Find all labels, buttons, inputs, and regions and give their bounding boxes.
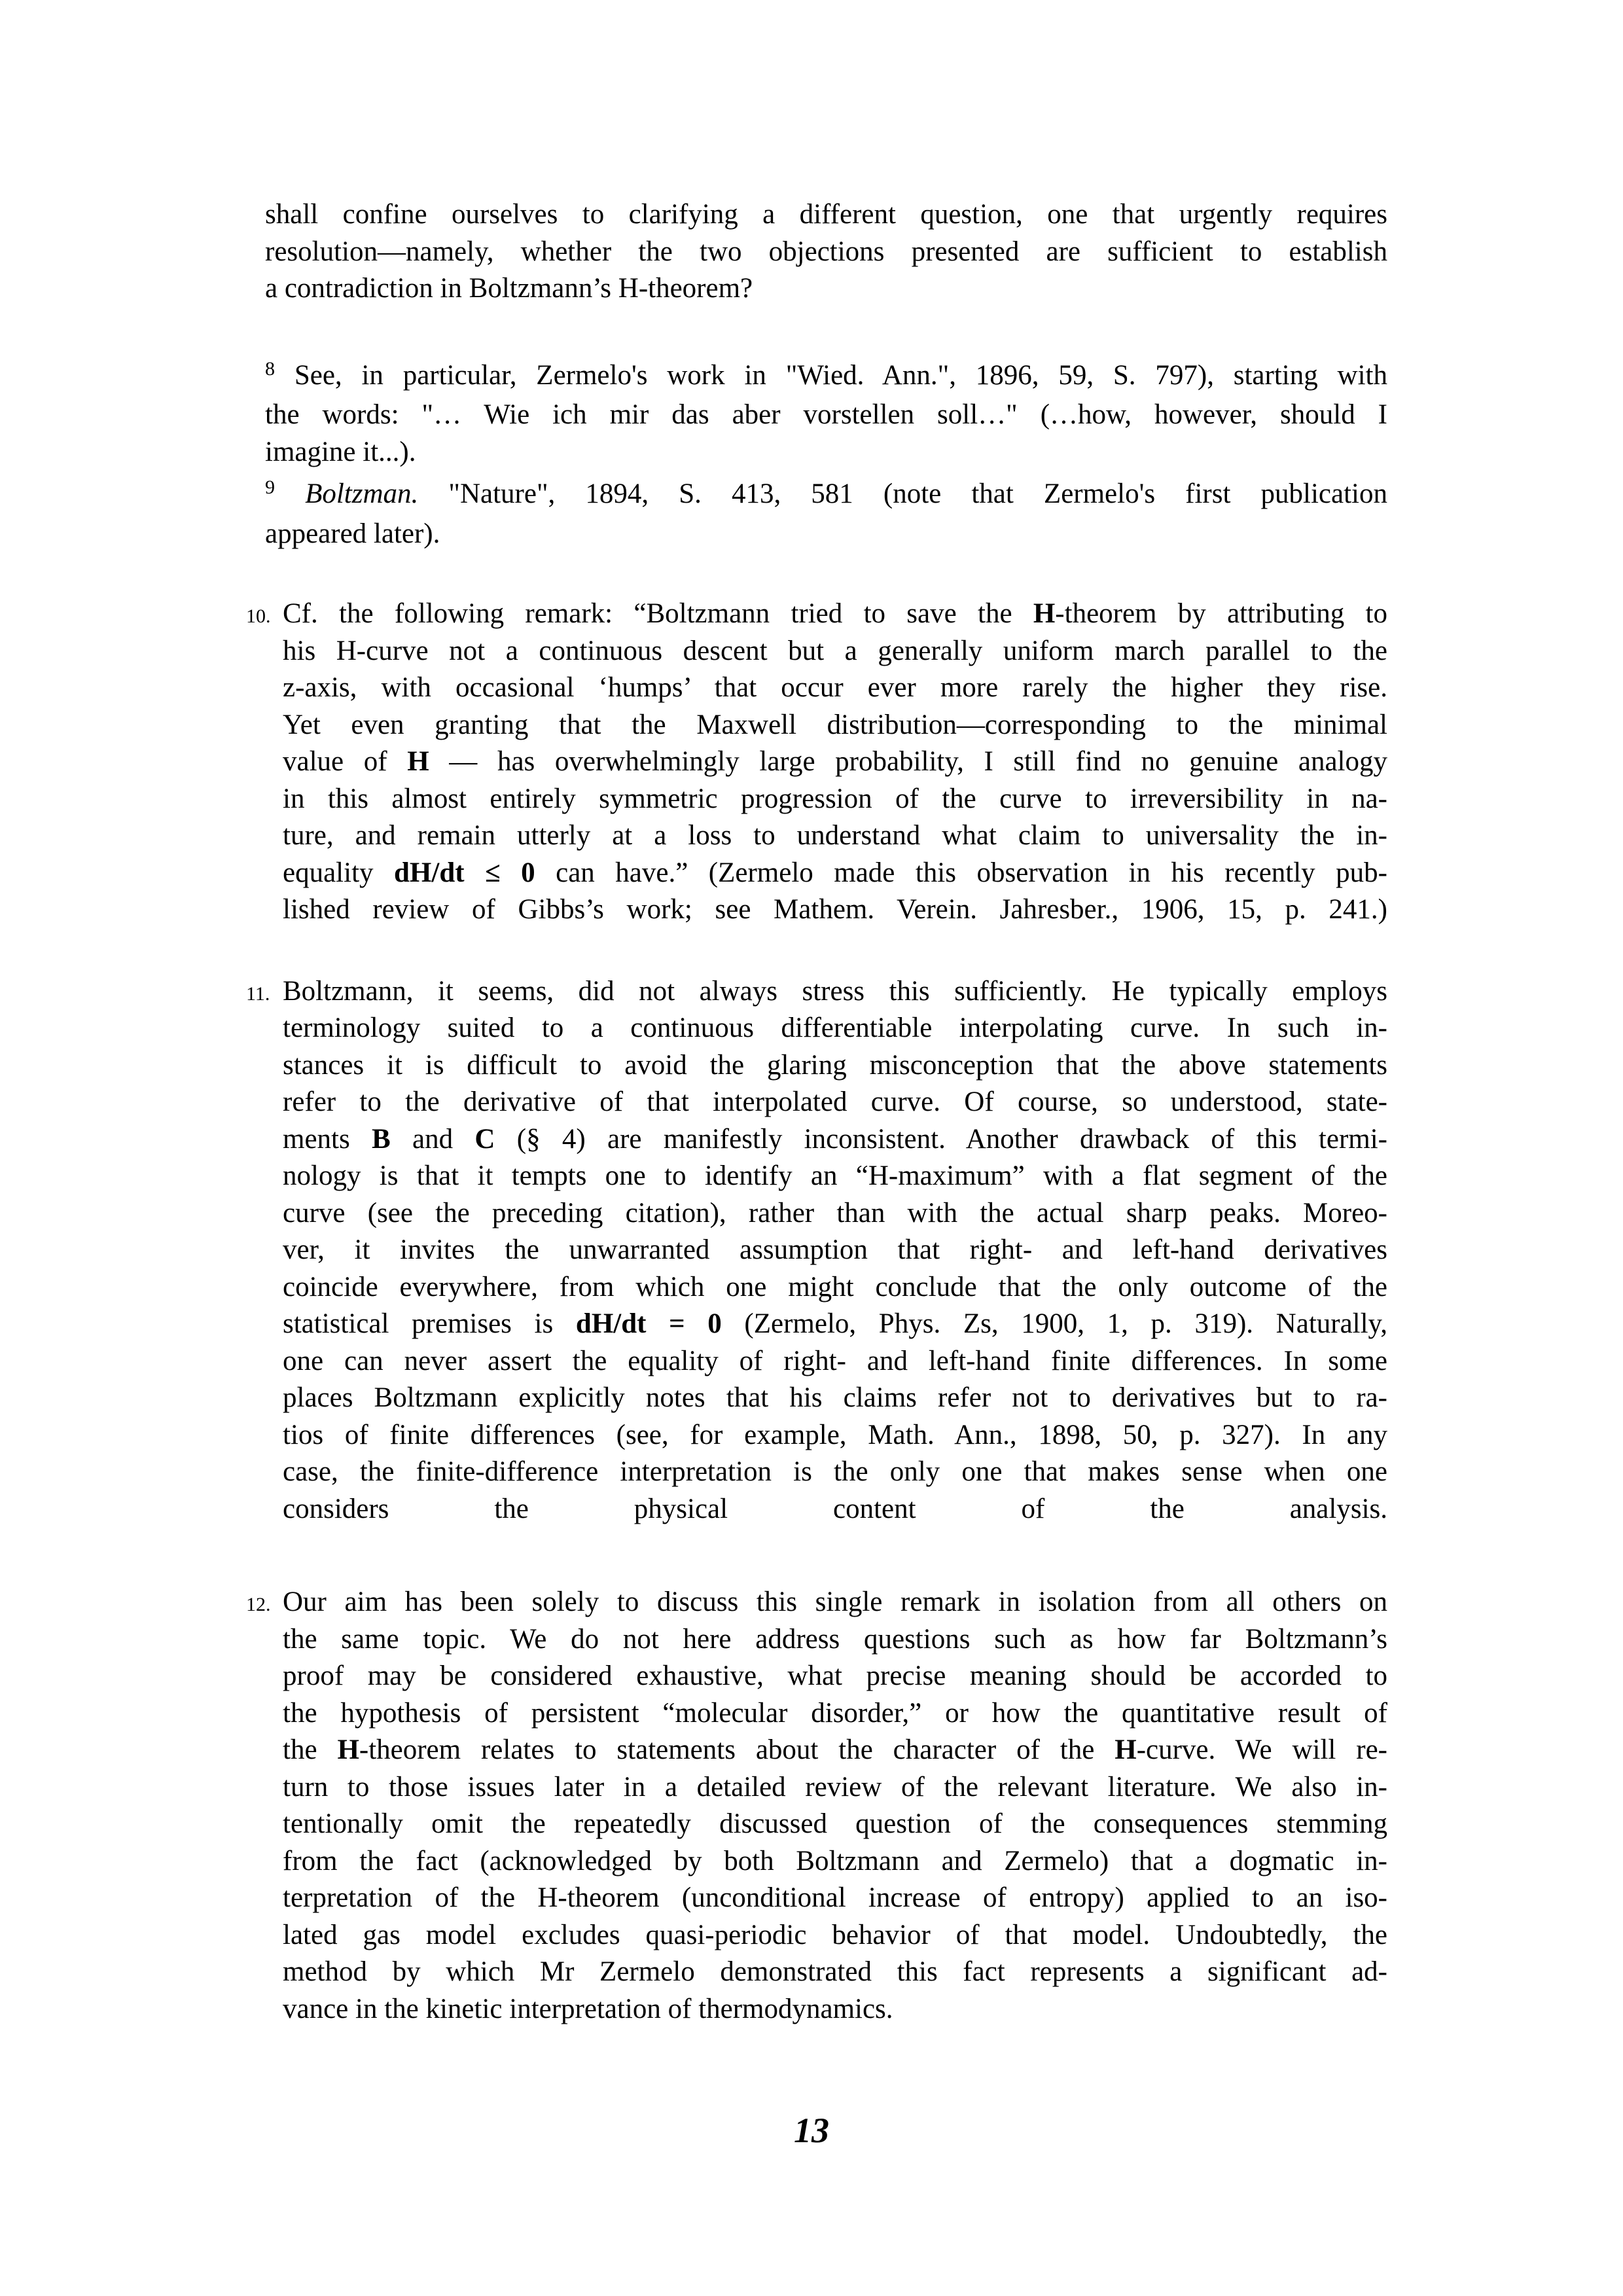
- text-line: [283, 781, 1387, 818]
- text-segment: places Boltzmann explicitly notes that his claims refer not to derivatives but to ra-: [283, 1382, 1387, 1413]
- text-segment: H: [337, 1734, 359, 1765]
- text-segment: ments: [283, 1123, 372, 1155]
- text-line: [283, 1195, 1387, 1232]
- text-segment: shall confine ourselves to clarifying a different question, one that urgently requires: [265, 199, 1387, 230]
- text-segment: Boltzman.: [275, 478, 419, 509]
- text-segment: vance in the kinetic interpretation of thermodynamics.: [283, 1993, 893, 2024]
- text-line: [265, 270, 1387, 308]
- text-segment: C: [474, 1123, 495, 1155]
- text-segment: turn to those issues later in a detailed review of the relevant literature. We also in-: [283, 1771, 1387, 1803]
- text-segment: the same topic. We do not here address questions such as how far Boltzmann’s: [283, 1623, 1387, 1655]
- text-line: [283, 1417, 1387, 1454]
- text-segment: value of: [283, 746, 408, 777]
- text-segment: case, the finite-difference interpretation is the only one that makes sense when one: [283, 1456, 1387, 1487]
- text-segment: and: [390, 1123, 475, 1155]
- text-line: [265, 397, 1387, 434]
- superscript-footnote-mark: 8: [265, 357, 275, 380]
- text-segment: terminology suited to a continuous differentiable interpolating curve. In such in-: [283, 1013, 1387, 1043]
- text-segment: curve (see the preceding citation), rather than with the actual sharp peaks. Moreo-: [283, 1197, 1387, 1229]
- text-segment: Boltzmann, it seems, did not always stress this sufficiently. He typically employs: [283, 975, 1387, 1007]
- text-segment: resolution—namely, whether the two objections presented are sufficient to establish: [265, 236, 1387, 267]
- superscript-footnote-mark: 9: [265, 476, 275, 498]
- text-segment: H: [1115, 1734, 1137, 1765]
- text-segment: coincide everywhere, from which one might conclude that the only outcome of the: [283, 1271, 1387, 1302]
- text-segment: can have.” (Zermelo made this observation in his recently pub-: [535, 857, 1387, 888]
- text-segment: the: [283, 1734, 338, 1765]
- text-line: [283, 1732, 1387, 1769]
- text-line: [283, 1084, 1387, 1121]
- footnote-9: [265, 476, 1387, 552]
- text-segment: the words: "… Wie ich mir das aber vorstellen soll…" (…how, however, should I: [265, 399, 1387, 430]
- text-segment: dH/dt ≤ 0: [394, 857, 535, 888]
- text-line: [265, 476, 1387, 516]
- text-line: [265, 196, 1387, 234]
- text-segment: method by which Mr Zermelo demonstrated this fact represents a significant ad-: [283, 1956, 1387, 1987]
- text-line: [283, 973, 1387, 1011]
- text-segment: See, in particular, Zermelo's work in "Wied. Ann.", 1896, 59, S. 797), starting with: [275, 359, 1387, 391]
- text-segment: Yet even granting that the Maxwell distribution—corresponding to the minimal: [283, 709, 1387, 740]
- text-line: [283, 1843, 1387, 1880]
- item-marker: 10.: [246, 605, 271, 627]
- text-line: [283, 817, 1387, 855]
- text-segment: lished review of Gibbs’s work; see Mathem. Verein. Jahresber., 1906, 15, p. 241.): [283, 894, 1387, 925]
- text-segment: -theorem by attributing to: [1055, 598, 1387, 629]
- text-segment: B: [372, 1123, 391, 1155]
- text-line: [283, 1047, 1387, 1085]
- text-line: [283, 633, 1387, 670]
- item-marker: 11.: [246, 982, 270, 1005]
- text-segment: -theorem relates to statements about the character of the: [359, 1734, 1115, 1765]
- text-line: [283, 1954, 1387, 1991]
- text-line: [283, 596, 1387, 633]
- text-line: [283, 1769, 1387, 1806]
- text-line: [283, 707, 1387, 744]
- text-segment: z-axis, with occasional ‘humps’ that occur ever more rarely the higher they rise.: [283, 672, 1387, 703]
- text-line: [283, 744, 1387, 781]
- item-12-text: [283, 1584, 1387, 2028]
- text-segment: one can never assert the equality of right- and left-hand finite differences. In some: [283, 1345, 1387, 1376]
- text-line: [283, 1917, 1387, 1954]
- text-segment: considers the physical content of the analysis.: [283, 1493, 1387, 1524]
- text-segment: (§ 4) are manifestly inconsistent. Another drawback of this termi-: [495, 1123, 1388, 1155]
- item-10-text: [283, 596, 1387, 929]
- text-segment: Cf. the following remark: “Boltzmann tried to save the: [283, 598, 1033, 629]
- text-line: [283, 1380, 1387, 1417]
- text-segment: the hypothesis of persistent “molecular disorder,” or how the quantitative result of: [283, 1697, 1387, 1729]
- intro-paragraph: [265, 196, 1387, 308]
- text-line: [283, 1232, 1387, 1269]
- text-segment: a contradiction in Boltzmann’s H-theorem?: [265, 273, 753, 304]
- text-segment: H: [407, 746, 429, 777]
- text-segment: nology is that it tempts one to identify an “H-maximum” with a flat segment of the: [283, 1160, 1387, 1191]
- text-line: [283, 1269, 1387, 1306]
- text-line: [265, 516, 1387, 553]
- text-segment: appeared later).: [265, 518, 440, 549]
- text-line: [283, 1621, 1387, 1659]
- text-column: [246, 196, 1388, 2028]
- text-line: [283, 1343, 1387, 1380]
- text-line: [283, 855, 1387, 892]
- footnote-8: [265, 357, 1387, 471]
- footnote-item-12: [246, 1584, 1387, 2028]
- text-segment: equality: [283, 857, 395, 888]
- text-segment: from the fact (acknowledged by both Boltzmann and Zermelo) that a dogmatic in-: [283, 1845, 1387, 1876]
- text-segment: in this almost entirely symmetric progression of the curve to irreversibility in na-: [283, 783, 1387, 814]
- text-segment: ture, and remain utterly at a loss to understand what claim to universality the in-: [283, 820, 1387, 851]
- item-marker: 12.: [246, 1594, 271, 1615]
- text-segment: (Zermelo, Phys. Zs, 1900, 1, p. 319). Naturally,: [721, 1308, 1388, 1339]
- text-segment: refer to the derivative of that interpolated curve. Of course, so understood, state-: [283, 1086, 1387, 1117]
- footnote-item-11: [246, 973, 1388, 1528]
- text-line: [283, 1454, 1387, 1491]
- text-segment: ver, it invites the unwarranted assumption that right- and left-hand derivatives: [283, 1234, 1387, 1265]
- text-line: [283, 891, 1387, 929]
- text-line: [283, 1121, 1387, 1158]
- item-11-text: [283, 973, 1387, 1528]
- text-line: [283, 1491, 1387, 1528]
- text-segment: statistical premises is: [283, 1308, 576, 1339]
- text-line: [283, 1306, 1387, 1343]
- text-line: [283, 1695, 1387, 1732]
- text-segment: tentionally omit the repeatedly discussed question of the consequences stemming: [283, 1808, 1387, 1839]
- text-line: [283, 1991, 1387, 2028]
- text-line: [265, 357, 1387, 397]
- text-line: [283, 670, 1387, 707]
- text-segment: his H-curve not a continuous descent but a generally uniform march parallel to the: [283, 635, 1387, 666]
- text-line: [283, 1658, 1387, 1695]
- text-segment: -curve. We will re-: [1136, 1734, 1387, 1765]
- text-line: [283, 1158, 1387, 1195]
- text-line: [283, 1806, 1387, 1843]
- text-line: [283, 1010, 1387, 1047]
- text-line: [265, 434, 1387, 471]
- footnote-item-10: [246, 596, 1387, 929]
- text-line: [283, 1584, 1387, 1621]
- text-segment: stances it is difficult to avoid the glaring misconception that the above statements: [283, 1049, 1387, 1081]
- text-segment: lated gas model excludes quasi-periodic behavior of that model. Undoubtedly, the: [283, 1919, 1387, 1950]
- text-line: [265, 234, 1387, 271]
- text-segment: proof may be considered exhaustive, what precise meaning should be accorded to: [283, 1660, 1387, 1691]
- text-segment: Our aim has been solely to discuss this single remark in isolation from all others on: [283, 1587, 1387, 1617]
- text-line: [283, 1880, 1387, 1917]
- text-segment: tios of finite differences (see, for example, Math. Ann., 1898, 50, p. 327). In any: [283, 1419, 1387, 1450]
- text-segment: dH/dt = 0: [575, 1308, 722, 1339]
- text-segment: H: [1033, 598, 1056, 629]
- text-segment: — has overwhelmingly large probability, I still find no genuine analogy: [429, 746, 1387, 777]
- page-number: 13: [794, 2111, 829, 2150]
- text-segment: "Nature", 1894, S. 413, 581 (note that Zermelo's first publication: [418, 478, 1387, 509]
- text-segment: terpretation of the H-theorem (unconditional increase of entropy) applied to an iso-: [283, 1882, 1387, 1913]
- text-segment: imagine it...).: [265, 436, 416, 467]
